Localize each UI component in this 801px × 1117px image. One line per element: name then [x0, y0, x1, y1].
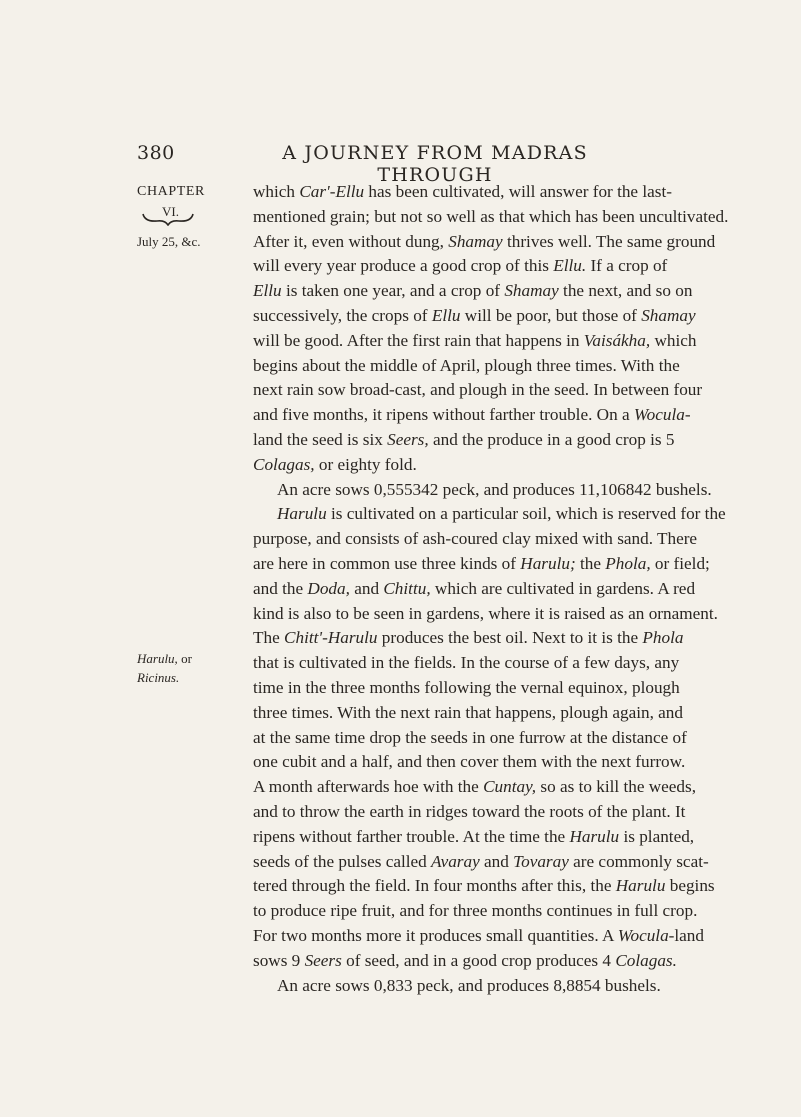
italic-term: Phola: [642, 628, 684, 648]
side-note-term: Harulu,: [137, 651, 178, 666]
text-run: will be good. After the first rain that happens in: [253, 330, 584, 350]
text-run: tered through the field. In four months after this, the: [253, 876, 616, 896]
brace-ornament: [141, 212, 195, 226]
text-run: seeds of the pulses called: [253, 851, 432, 871]
text-run: A month afterwards hoe with the: [253, 777, 484, 797]
text-run: For two months more it produces small quantities. A: [253, 925, 618, 945]
italic-term: Chitt'-Harulu: [284, 628, 378, 648]
italic-term: Harulu: [569, 826, 620, 846]
italic-term: Colagas.: [615, 950, 677, 970]
text-line: [253, 354, 793, 379]
text-run: sows 9: [253, 950, 305, 970]
text-run: to produce ripe fruit, and for three months continues in full crop.: [253, 901, 698, 921]
text-run: purpose, and consists of ash-coured clay mixed with sand. There: [253, 529, 698, 549]
text-line: [253, 329, 793, 354]
text-line: [253, 502, 793, 527]
text-run: will be poor, but those of: [460, 305, 642, 325]
text-run: or eighty fold.: [314, 454, 417, 474]
italic-term: Wocula: [617, 925, 669, 945]
text-line: [253, 577, 793, 602]
text-line: [253, 205, 793, 230]
page-number: 380: [137, 142, 175, 164]
text-line: [253, 651, 793, 676]
text-run: -land: [668, 925, 704, 945]
text-line: [253, 453, 793, 478]
text-line: [253, 254, 793, 279]
text-run: thrives well. The same ground: [502, 231, 716, 251]
text-run: land the seed is six: [253, 429, 388, 449]
italic-term: Chittu,: [383, 578, 431, 598]
text-line: [253, 750, 793, 775]
italic-term: Doda,: [307, 578, 350, 598]
text-line: [253, 800, 793, 825]
text-run: ripens without farther trouble. At the time the: [253, 826, 570, 846]
italic-term: Tovaray: [513, 851, 569, 871]
italic-term: Avaray: [431, 851, 480, 871]
text-line: [253, 378, 793, 403]
text-line: [253, 527, 793, 552]
side-note-line: Ricinus.: [137, 670, 180, 685]
text-run: and: [349, 578, 384, 598]
text-line: [253, 850, 793, 875]
text-run: If a crop of: [586, 256, 668, 276]
text-run: is planted,: [619, 826, 695, 846]
italic-term: Colagas,: [253, 454, 315, 474]
italic-term: Shamay: [504, 281, 559, 301]
text-run: the: [575, 553, 606, 573]
text-run: An acre sows 0,833 peck, and produces 8,8854 bushels.: [277, 975, 661, 995]
text-run: and: [479, 851, 514, 871]
italic-term: Cuntay,: [483, 777, 537, 797]
body-text: [253, 180, 793, 998]
text-run: After it, even without dung,: [253, 231, 449, 251]
text-run: that is cultivated in the fields. In the course of a few days, any: [253, 653, 680, 673]
text-run: mentioned grain; but not so well as that which has been uncultivated.: [253, 206, 729, 226]
text-line: [253, 180, 793, 205]
text-run: will every year produce a good crop of this: [253, 256, 554, 276]
text-run: time in the three months following the vernal equinox, plough: [253, 677, 680, 697]
text-run: and the produce in a good crop is 5: [428, 429, 675, 449]
date-note: July 25, &c.: [137, 234, 201, 249]
side-note: [137, 649, 247, 687]
text-run: one cubit and a half, and then cover them with the next furrow.: [253, 752, 686, 772]
text-line: [253, 701, 793, 726]
text-run: is cultivated on a particular soil, which is reserved for the: [326, 504, 726, 524]
side-note-line: [137, 649, 247, 668]
italic-term: Ellu: [431, 305, 461, 325]
italic-term: Shamay: [448, 231, 503, 251]
italic-term: Seers: [304, 950, 342, 970]
italic-term: Harulu;: [520, 553, 576, 573]
text-line: [253, 974, 793, 999]
text-line: [253, 428, 793, 453]
text-line: [253, 230, 793, 255]
text-run: next rain sow broad-cast, and plough in the seed. In between four: [253, 380, 703, 400]
italic-term: Phola,: [605, 553, 651, 573]
text-run: the next, and so on: [558, 281, 693, 301]
text-run: three times. With the next rain that happens, plough again, and: [253, 702, 683, 722]
text-run: or field;: [650, 553, 710, 573]
text-run: The: [253, 628, 285, 648]
text-run: has been cultivated, will answer for the last-: [364, 182, 672, 201]
text-run: successively, the crops of: [253, 305, 432, 325]
text-run: begins about the middle of April, plough three times. With the: [253, 355, 680, 375]
text-line: [253, 924, 793, 949]
text-run: so as to kill the weeds,: [536, 777, 696, 797]
chapter-number: VI.: [162, 204, 179, 219]
text-run: and five months, it ripens without farther trouble. On a: [253, 405, 634, 425]
text-run: which: [650, 330, 697, 350]
text-run: begins: [665, 876, 715, 896]
italic-term: Shamay: [641, 305, 696, 325]
text-line: [253, 304, 793, 329]
text-line: [253, 626, 793, 651]
italic-term: Car'-Ellu: [299, 182, 365, 201]
text-line: [253, 726, 793, 751]
italic-term: Harulu: [277, 504, 327, 524]
text-line: [253, 403, 793, 428]
text-run: and to throw the earth in ridges toward the roots of the plant. It: [253, 801, 686, 821]
text-run: is taken one year, and a crop of: [281, 281, 505, 301]
text-line: [253, 602, 793, 627]
text-run: produces the best oil. Next to it is the: [377, 628, 643, 648]
text-run: at the same time drop the seeds in one furrow at the distance of: [253, 727, 687, 747]
text-run: kind is also to be seen in gardens, where it is raised as an ornament.: [253, 603, 718, 623]
chapter-label: CHAPTER: [137, 184, 205, 199]
text-run: which: [253, 182, 300, 201]
text-run: of seed, and in a good crop produces 4: [341, 950, 616, 970]
text-line: [253, 676, 793, 701]
text-line: [253, 478, 793, 503]
text-line: [253, 899, 793, 924]
text-line: [253, 874, 793, 899]
italic-term: Ellu: [253, 281, 282, 301]
text-line: [253, 825, 793, 850]
text-run: and the: [253, 578, 308, 598]
text-run: are commonly scat-: [568, 851, 709, 871]
text-line: [253, 279, 793, 304]
side-note-or: or: [177, 651, 192, 666]
italic-term: Harulu: [615, 876, 666, 896]
italic-term: Seers,: [387, 429, 429, 449]
text-line: [253, 775, 793, 800]
text-run: are here in common use three kinds of: [253, 553, 521, 573]
italic-term: Ellu.: [553, 256, 587, 276]
running-head: A JOURNEY FROM MADRAS THROUGH: [282, 142, 588, 186]
italic-term: Wocula-: [633, 405, 691, 425]
italic-term: Vaisákha,: [583, 330, 651, 350]
text-run: An acre sows 0,555342 peck, and produces 11,106842 bushels.: [277, 479, 712, 499]
text-line: [253, 949, 793, 974]
text-line: [253, 552, 793, 577]
text-run: which are cultivated in gardens. A red: [430, 578, 696, 598]
